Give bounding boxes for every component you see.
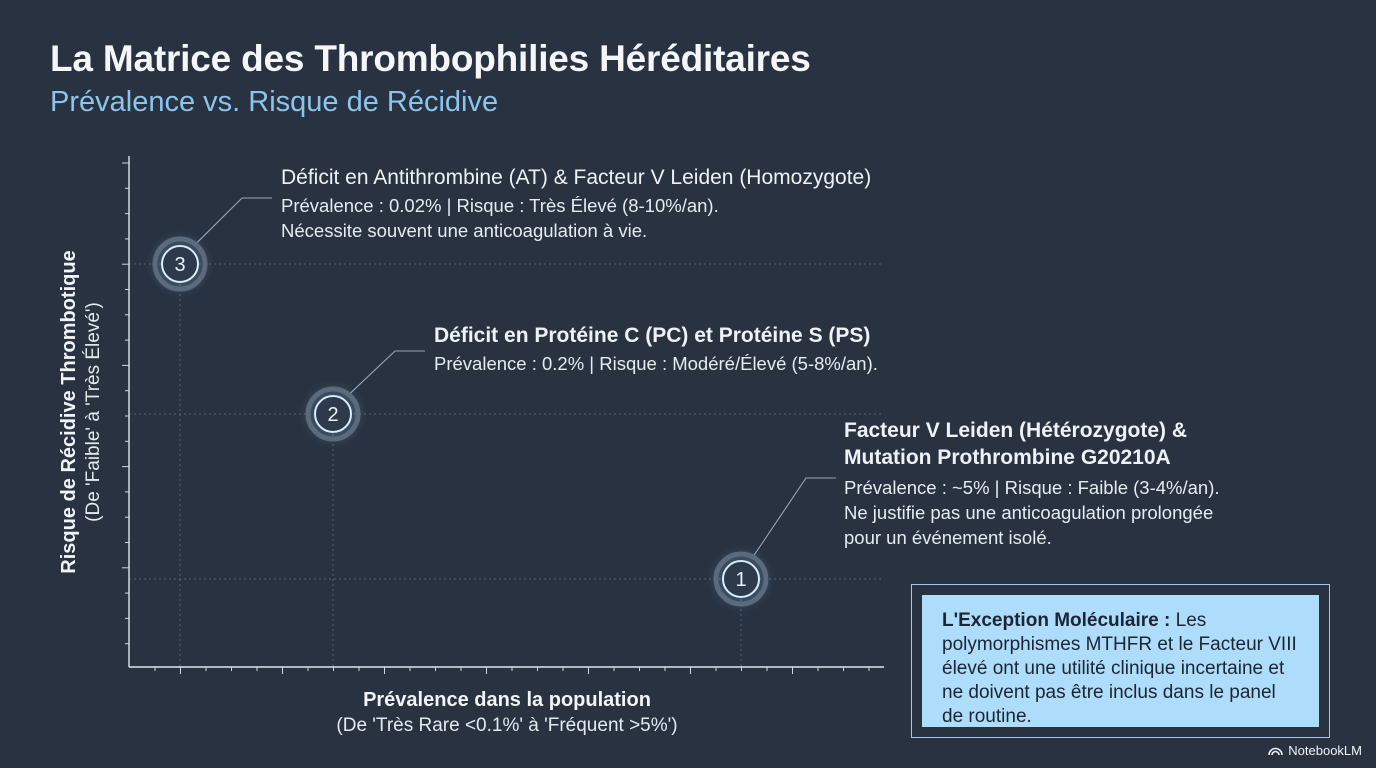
notebooklm-icon <box>1268 745 1283 756</box>
leader-line <box>753 478 836 556</box>
annotation-point-1 <box>844 417 1220 550</box>
annotation-title-line: Facteur V Leiden (Hétérozygote) & <box>844 419 1188 442</box>
y-axis-label: Risque de Récidive Thrombotique <box>58 250 80 574</box>
annotation-title: Déficit en Antithrombine (AT) & Facteur V Leiden (Homozygote) <box>281 166 872 189</box>
y-axis-sublabel: (De 'Faible' à 'Très Élevé') <box>83 302 104 522</box>
brand-name: NotebookLM <box>1288 743 1362 758</box>
x-axis-label: Prévalence dans la population <box>363 689 651 711</box>
leader-line <box>196 198 272 244</box>
annotation-title-line: Mutation Prothrombine G20210A <box>844 446 1171 469</box>
x-axis-sublabel: (De 'Très Rare <0.1%' à 'Fréquent >5%') <box>336 715 678 736</box>
callout-box <box>911 584 1330 738</box>
callout-content <box>922 595 1319 727</box>
annotation-title: Déficit en Protéine C (PC) et Protéine S (PS) <box>434 324 871 347</box>
brand-logo <box>1268 743 1362 758</box>
data-point <box>306 387 360 441</box>
chart-title: La Matrice des Thrombophilies Héréditaires <box>50 38 811 79</box>
annotation-point-3 <box>281 164 871 243</box>
annotation-text: Ne justifie pas une anticoagulation prolongée <box>844 502 1214 523</box>
chart-subtitle: Prévalence vs. Risque de Récidive <box>50 86 499 118</box>
data-point-label: 3 <box>174 254 186 276</box>
callout-heading: L'Exception Moléculaire : <box>942 610 1171 631</box>
data-point <box>153 237 207 291</box>
annotation-point-2 <box>434 322 878 376</box>
data-point <box>714 552 768 606</box>
data-point-label: 1 <box>735 569 747 591</box>
callout-text: Les polymorphismes MTHFR et le Facteur VIII élevé ont une utilité clinique incertaine et ne doivent pas être inclus dans le panel de routine. <box>942 610 1297 727</box>
annotation-text: Prévalence : 0.2% | Risque : Modéré/Élevé (5-8%/an). <box>434 353 878 374</box>
annotation-text: Nécessite souvent une anticoagulation à vie. <box>281 220 648 241</box>
annotation-text: Prévalence : ~5% | Risque : Faible (3-4%/an). <box>844 477 1220 498</box>
annotation-text: pour un événement isolé. <box>844 527 1052 548</box>
leader-line <box>350 351 425 394</box>
data-point-label: 2 <box>327 404 339 426</box>
annotation-text: Prévalence : 0.02% | Risque : Très Élevé (8-10%/an). <box>281 195 719 216</box>
